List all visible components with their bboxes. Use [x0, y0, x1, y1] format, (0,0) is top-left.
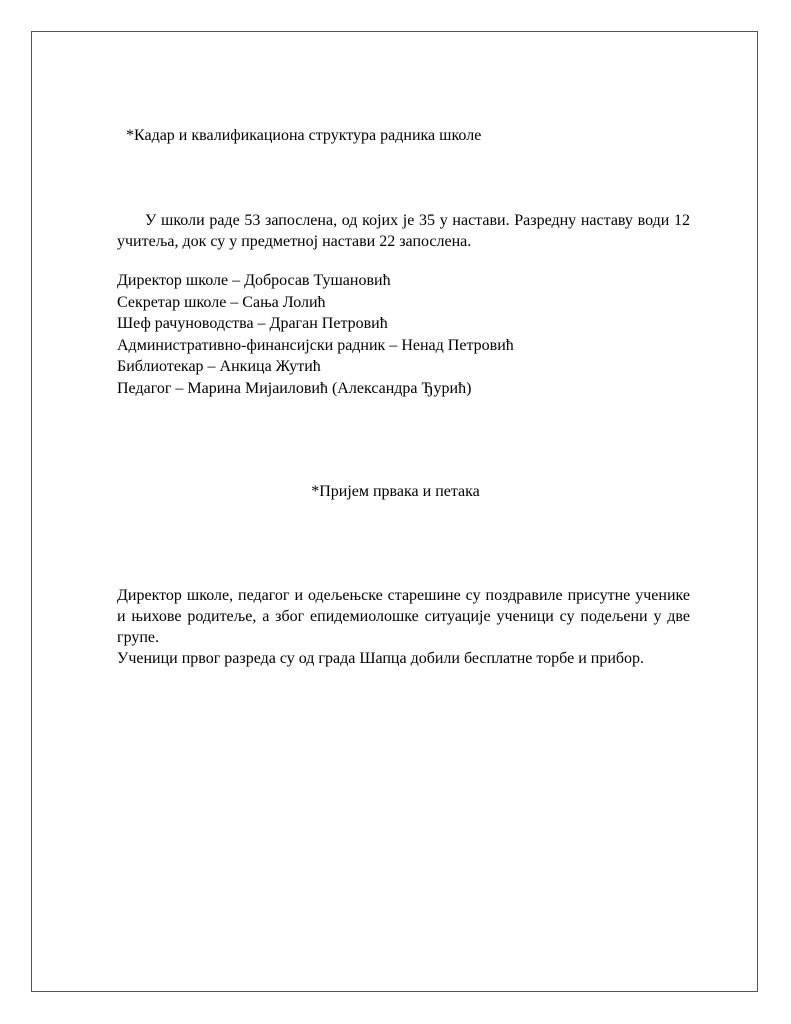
- first-grade-gifts-paragraph: Ученици првог разреда су од града Шапца добили бесплатне торбе и прибор.: [117, 650, 645, 667]
- staff-list-item-pedagogue: Педагог – Марина Мијаиловић (Александра Ђурић): [117, 379, 472, 397]
- staff-list-item-secretary: Секретар школе – Сања Лолић: [117, 293, 326, 311]
- section-heading-reception: *Пријем првака и петака: [311, 483, 480, 500]
- document-page: [31, 31, 758, 992]
- staff-list: [117, 270, 514, 400]
- staff-list-item-admin-finance: Административно-финансијски радник – Ненад Петровић: [117, 336, 514, 354]
- staff-summary-paragraph: У школи раде 53 запослена, од којих је 35 у настави. Разредну наставу води 12 учитеља, док су у предметној настави 22 запослена.: [117, 212, 690, 250]
- staff-list-item-accounting-head: Шеф рачуноводства – Драган Петровић: [117, 315, 388, 333]
- staff-list-item-librarian: Библиотекар – Анкица Жутић: [117, 358, 321, 376]
- section-heading-staff: *Кадар и квалификациона структура радника школе: [126, 127, 482, 144]
- reception-paragraph: Директор школе, педагог и одељењске старешине су поздравиле присутне ученике и њихове родитеље, а због епидемиолошке ситуације ученици су подељени у две групе.: [117, 587, 690, 646]
- staff-list-item-director: Директор школе – Добросав Тушановић: [117, 272, 391, 289]
